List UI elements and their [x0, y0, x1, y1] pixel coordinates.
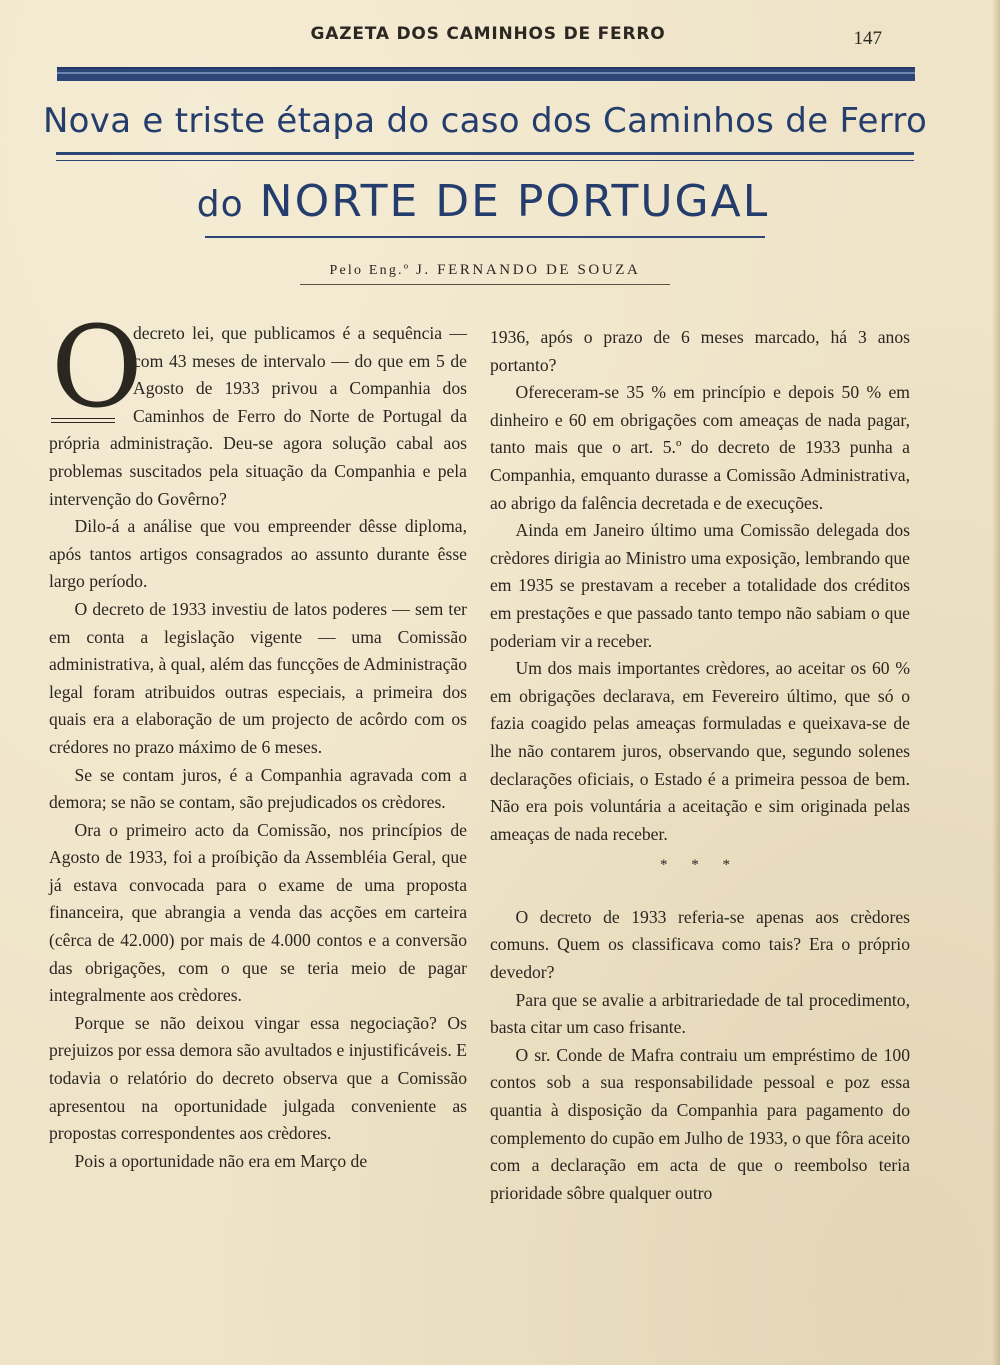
article-title-line2-main: NORTE DE PORTUGAL — [259, 176, 770, 227]
paragraph: decreto lei, que publicamos é a sequência — com 43 meses de intervalo — do que em 5 de Agosto de 1933 privou a Companhia dos Caminhos de Ferro do Norte de Portugal da própria administração. Deu-se agora solução cabal aos problemas suscitados pela situação da Companhia e pela intervenção do Govêrno? — [49, 323, 467, 509]
drop-cap-letter: O — [51, 303, 143, 433]
title-rule — [56, 152, 914, 161]
left-column — [49, 303, 467, 1175]
drop-cap — [49, 303, 143, 433]
paragraph: O decreto de 1933 referia-se apenas aos crèdores comuns. Quem os classificava como tais? Era o próprio devedor? — [490, 906, 910, 983]
spacer — [490, 894, 910, 904]
article-title-line2-prefix: do — [196, 184, 244, 225]
paragraph: Para que se avalie a arbitrariedade de tal procedimento, basta citar um caso frisante. — [490, 989, 910, 1038]
byline-prefix: Pelo Eng.º — [329, 263, 411, 278]
paragraph: Ora o primeiro acto da Comissão, nos princípios de Agosto de 1933, foi a proíbição da Assembléia Geral, que já estava convocada para o exame de uma proposta financeira, que abrangia a venda das acções em carteira (cêrca de 42.000) por mais de 4.000 contos e a conversão das obrigações, com o que se teria meio de pagar integralmente aos crèdores. — [49, 819, 467, 1006]
journal-title: GAZETA DOS CAMINHOS DE FERRO — [310, 24, 666, 44]
paragraph: Ainda em Janeiro último uma Comissão delegada dos crèdores dirigia ao Ministro uma exposição, lembrando que em 1935 se prestavam a receber a totalidade dos créditos em prestações e que passado tanto tempo não sabiam o que poderiam vir a receber. — [490, 520, 910, 651]
page-spine-shadow — [992, 0, 1000, 1365]
paragraph: Pois a oportunidade não era em Março de — [74, 1150, 368, 1171]
paragraph: Dilo-á a análise que vou empreender dêsse diploma, após tantos artigos consagrados ao assunto durante êsse largo período. — [49, 516, 467, 592]
article-title-line2 — [0, 176, 966, 227]
paragraph: 1936, após o prazo de 6 meses marcado, há 3 anos portanto? — [490, 327, 910, 375]
paragraph: Se se contam juros, é a Companhia agravada com a demora; se não se contam, são prejudicados os crèdores. — [49, 764, 467, 813]
paragraph: Ofereceram-se 35 % em princípio e depois 50 % em dinheiro e 60 em obrigações com ameaças de nada pagar, tanto mais que o art. 5.º do decreto de 1933 punha a Companhia, emquanto durasse a Comissão Administrativa, ao abrigo da falência decretada e de execuções. — [490, 382, 910, 513]
byline-rule — [300, 284, 670, 285]
paragraph: Porque se não deixou vingar essa negociação? Os prejuizos por essa demora são avultados e injustificáveis. E todavia o relatório do decreto observa que a Comissão apresentou na oportunidade julgada conveniente as propostas correspondentes aos crèdores. — [49, 1012, 467, 1144]
section-break: * * * — [660, 857, 740, 874]
header-rule — [57, 67, 915, 81]
byline-author: J. FERNANDO DE SOUZA — [415, 262, 641, 278]
subtitle-rule — [205, 236, 765, 238]
paragraph: O sr. Conde de Mafra contraiu um empréstimo de 100 contos sob a sua responsabilidade pessoal e poz essa quantia à disposição da Companhia para pagamento do complemento do cupão em Julho de 1933, o que fôra aceito com a declaração em acta de que o reembolso teria prioridade sôbre qualquer outro — [490, 1044, 910, 1203]
byline — [0, 262, 970, 279]
article-title-line1: Nova e triste étapa do caso dos Caminhos de Ferro — [42, 101, 928, 141]
paragraph: Um dos mais importantes crèdores, ao aceitar os 60 % em obrigações declarava, em Fevereiro último, que só o fazia coagido pelas ameaças formuladas e queixava-se de lhe não contarem juros, observando que, segundo solenes declarações oficiais, o Estado é a primeira pessoa de bem. Não era pois voluntária a aceitação e sim originada pelas ameaças de nada receber. — [490, 658, 910, 844]
page-number: 147 — [853, 28, 882, 49]
paragraph: O decreto de 1933 investiu de latos poderes — sem ter em conta a legislação vigente — uma Comissão administrativa, à qual, além das funcções de Administração legal foram atribuidos outras especiais, a primeira dos quais era a elaboração de um projecto de acôrdo com os crédores no prazo máximo de 6 meses. — [49, 598, 467, 757]
right-column — [490, 324, 910, 1207]
running-header — [0, 22, 1000, 52]
drop-cap-rule — [51, 418, 115, 423]
